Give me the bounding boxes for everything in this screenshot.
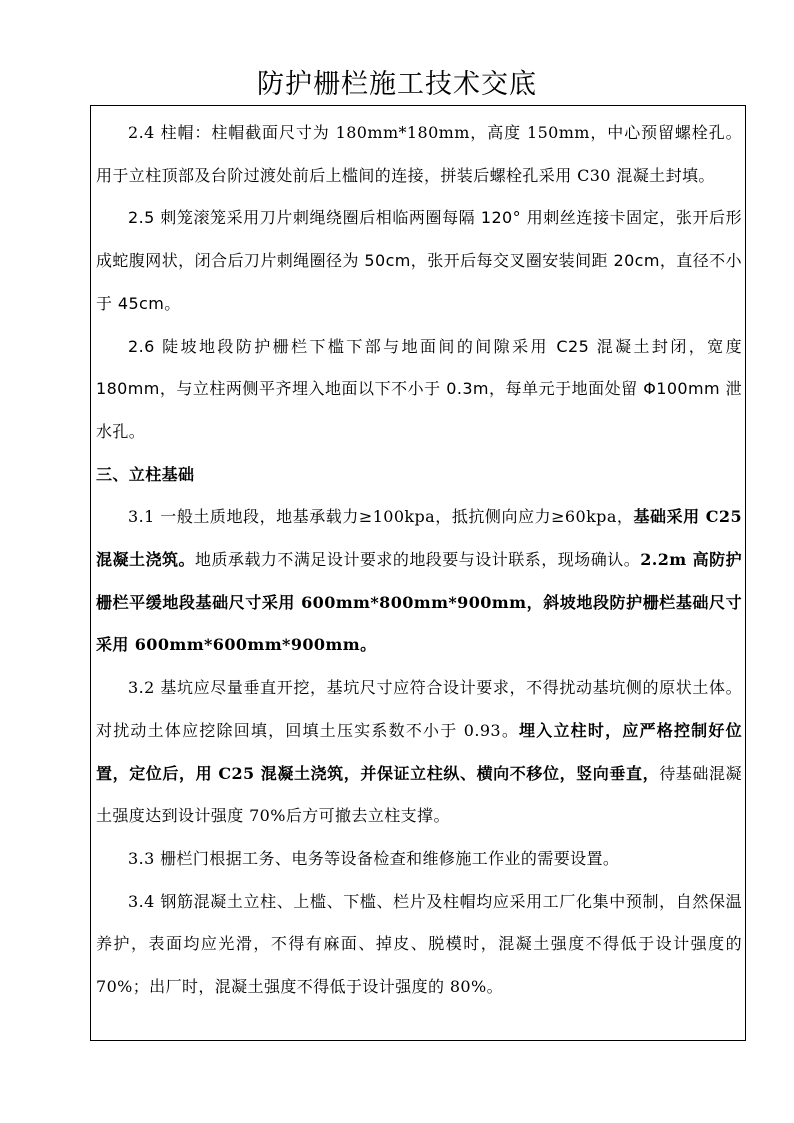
paragraph-3-2-text: 3.2 基坑应尽量垂直开挖，基坑尺寸应符合设计要求，不得扰动基坑侧的原状土体。对扰动土体应挖除回填，回填土压实系数不小于 0.93。 — [96, 678, 742, 740]
paragraph-3-4: 3.4 钢筋混凝土立柱、上槛、下槛、栏片及柱帽均应采用工厂化集中预制，自然保温养护，表面均应光滑，不得有麻面、掉皮、脱模时，混凝土强度不得低于设计强度的 70%；出厂时，混凝土强度不得低于设计强度的 80%。 — [96, 891, 742, 997]
paragraph-3-2-bold-text: 埋入立柱时，应严格控制好位置，定位后，用 C25 混凝土浇筑，并保证立柱纵、横向不移位，竖向垂直， — [96, 720, 743, 783]
paragraph-2-6: 2.6 陡坡地段防护栅栏下槛下部与地面间的间隙采用 C25 混凝土封闭，宽度 180mm，与立柱两侧平齐埋入地面以下不小于 0.3m，每单元于地面处留 Φ100mm 泄水孔。 — [96, 336, 742, 441]
paragraph-2-4: 2.4 柱帽：柱帽截面尺寸为 180mm*180mm，高度 150mm，中心预留螺栓孔。用于立柱顶部及台阶过渡处前后上槛间的连接，拼装后螺栓孔采用 C30 混凝土封填。 — [96, 123, 742, 185]
paragraph-3-1-bold-text: 基础采用 C25 混凝土浇筑。 — [96, 507, 742, 570]
document-body — [96, 112, 742, 1009]
paragraph-3-2 — [96, 667, 742, 838]
section-heading-3: 三、立柱基础 — [96, 464, 195, 484]
paragraph-3-1 — [96, 496, 742, 667]
document-title: 防护栅栏施工技术交底 — [257, 69, 537, 100]
paragraph-3-3: 3.3 栅栏门根据工务、电务等设备检查和维修施工作业的需要设置。 — [128, 848, 620, 868]
paragraph-2-5: 2.5 刺笼滚笼采用刀片刺绳绕圈后相临两圈每隔 120° 用刺丝连接卡固定，张开后形成蛇腹网状，闭合后刀片刺绳圈径为 50cm，张开后每交叉圈安装间距 20cm，直径不小于 45cm。 — [96, 208, 742, 313]
paragraph-3-1-bold-text-2: 2.2m 高防护栅栏平缓地段基础尺寸采用 600mm*800mm*900mm，斜坡地段防护栅栏基础尺寸采用 600mm*600mm*900mm。 — [96, 550, 742, 655]
paragraph-3-2-text-2: 待基础混凝土强度达到设计强度 70%后方可撤去立柱支撑。 — [96, 763, 742, 826]
paragraph-3-1-text: 3.1 一般土质地段，地基承载力≥100kpa，抵抗侧向应力≥60kpa， — [128, 507, 634, 527]
paragraph-3-1-text-2: 地质承载力不满足设计要求的地段要与设计联系，现场确认。 — [194, 550, 641, 570]
